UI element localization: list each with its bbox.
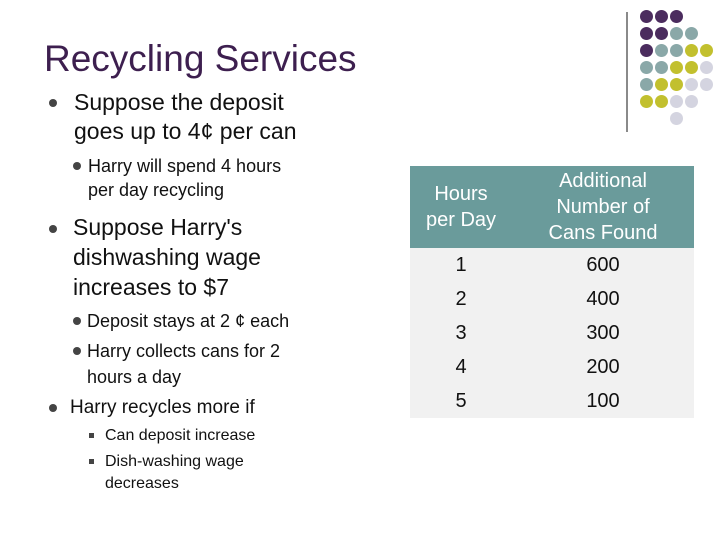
deco-dot [670, 61, 683, 74]
cell-hours: 4 [410, 350, 512, 384]
table-row [410, 248, 694, 282]
cell-hours: 2 [410, 282, 512, 316]
subbullet-deposit-stays: Deposit stays at 2 ¢ each [87, 311, 290, 331]
deco-dot [685, 27, 698, 40]
decorative-divider-line [626, 12, 628, 132]
header-hours-per-day [410, 166, 512, 248]
table-header-row [410, 166, 694, 248]
deco-dot [655, 44, 668, 57]
deco-dot [670, 78, 683, 91]
bullet-wage-increase: Suppose Harry's [73, 214, 243, 240]
deco-dot [640, 27, 653, 40]
subbullet-harry-collects-cont: hours a day [87, 367, 182, 387]
deco-dot [655, 78, 668, 91]
deco-dot [640, 44, 653, 57]
subbullet-can-deposit: Can deposit increase [105, 427, 256, 444]
cell-cans: 600 [512, 248, 694, 282]
bullet-dot-icon [73, 347, 81, 355]
subbullet-harry-hours-cont: per day recycling [88, 180, 225, 200]
square-bullet-icon [89, 433, 94, 438]
cell-cans: 200 [512, 350, 694, 384]
slide-title: Recycling Services [44, 38, 357, 79]
table-row [410, 316, 694, 350]
deco-dot [640, 78, 653, 91]
cell-cans: 100 [512, 384, 694, 418]
cans-found-table [410, 166, 694, 418]
deco-dot [670, 27, 683, 40]
header-hours-line: Hours [434, 183, 488, 205]
deco-dot [700, 78, 713, 91]
deco-dot [670, 44, 683, 57]
bullet-dot-icon [73, 317, 81, 325]
bullet-deposit-increase: Suppose the deposit [74, 89, 284, 115]
bullet-wage-increase-cont1: dishwashing wage [73, 244, 261, 270]
deco-dot [685, 78, 698, 91]
decorative-dot-grid [640, 10, 720, 122]
table-row [410, 350, 694, 384]
deco-dot [655, 95, 668, 108]
deco-dot [700, 44, 713, 57]
table-row [410, 384, 694, 418]
deco-dot [700, 61, 713, 74]
table-row [410, 282, 694, 316]
header-number-of-line: Number of [556, 196, 650, 218]
deco-dot [685, 61, 698, 74]
deco-dot [685, 95, 698, 108]
deco-dot [655, 61, 668, 74]
deco-dot [640, 61, 653, 74]
deco-dot [655, 10, 668, 23]
cell-hours: 5 [410, 384, 512, 418]
subbullet-dishwashing-wage-cont: decreases [105, 475, 179, 492]
deco-dot [670, 112, 683, 125]
bullet-dot-icon [49, 225, 57, 233]
deco-dot [640, 95, 653, 108]
cell-hours: 3 [410, 316, 512, 350]
bullet-wage-increase-cont2: increases to $7 [73, 274, 229, 300]
square-bullet-icon [89, 459, 94, 464]
deco-dot [670, 10, 683, 23]
header-additional-cans [512, 166, 694, 248]
header-per-day-line: per Day [425, 209, 497, 231]
cell-cans: 400 [512, 282, 694, 316]
cell-hours: 1 [410, 248, 512, 282]
deco-dot [655, 27, 668, 40]
subbullet-harry-hours: Harry will spend 4 hours [88, 156, 282, 176]
deco-dot [685, 44, 698, 57]
bullet-recycles-more: Harry recycles more if [70, 397, 255, 418]
header-additional-line: Additional [559, 170, 647, 192]
bullet-dot-icon [73, 162, 81, 170]
bullet-deposit-increase-cont: goes up to 4¢ per can [74, 118, 297, 144]
cell-cans: 300 [512, 316, 694, 350]
subbullet-harry-collects: Harry collects cans for 2 [87, 341, 281, 361]
deco-dot [640, 10, 653, 23]
bullet-dot-icon [49, 404, 57, 412]
bullet-dot-icon [49, 99, 57, 107]
subbullet-dishwashing-wage: Dish-washing wage [105, 453, 244, 470]
header-cans-found-line: Cans Found [548, 222, 658, 244]
deco-dot [670, 95, 683, 108]
